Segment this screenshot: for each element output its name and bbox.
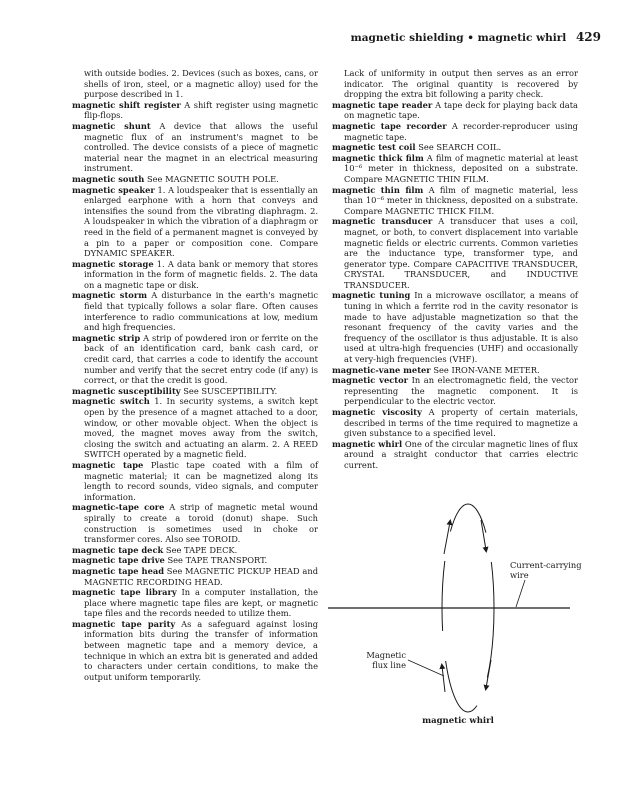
entry-definition: A disturbance in the earth's magnetic field that typically follows a solar flare. Often causes interference to radio communications at low, medium and high frequencies. bbox=[84, 290, 319, 333]
entry-term: magnetic storm bbox=[72, 290, 147, 301]
glossary-entry bbox=[72, 290, 318, 332]
glossary-entry bbox=[332, 100, 578, 121]
entry-definition: See MAGNETIC SOUTH POLE. bbox=[146, 173, 279, 184]
flux-leader-line bbox=[408, 660, 444, 676]
figure-caption: magnetic whirl bbox=[422, 716, 494, 726]
entry-term: magnetic speaker bbox=[72, 184, 155, 195]
continued-definition: Lack of uniformity in output then serves as an error indicator. The original quantity is recovered by dropping the extra bit following a parity check. bbox=[344, 68, 578, 100]
glossary-entry bbox=[332, 153, 578, 185]
glossary-entry bbox=[72, 545, 318, 556]
glossary-entry bbox=[72, 386, 318, 397]
glossary-entry bbox=[332, 439, 578, 471]
glossary-entry bbox=[332, 142, 578, 153]
entry-term: magnetic south bbox=[72, 173, 145, 184]
magnetic-whirl-figure bbox=[318, 490, 598, 735]
entry-term: magnetic storage bbox=[72, 258, 154, 269]
glossary-entry bbox=[72, 555, 318, 566]
glossary-entry bbox=[332, 375, 578, 407]
entry-term: magnetic-vane meter bbox=[332, 364, 431, 375]
entry-definition: A device that allows the useful magnetic flux of an instrument's magnet to be controlled. The device consists of a piece of magnetic material near the magnet in an electrical measuring instrument. bbox=[84, 120, 319, 174]
entry-definition: A transducer that uses a coil, magnet, or both, to convert displacement into variable magnetic fields or electric currents. Common varieties are the inductance type, transformer type, and generator type. Compare CAPACITIVE TRANSDUCER, CRYSTAL TRANSDUCER, and INDUCTIVE TRANSDUCER. bbox=[344, 216, 578, 290]
glossary-entry bbox=[332, 121, 578, 142]
glossary-entry bbox=[72, 121, 318, 174]
glossary-entry bbox=[72, 619, 318, 683]
entry-term: magnetic tape recorder bbox=[332, 120, 447, 131]
entry-term: magnetic viscosity bbox=[332, 407, 422, 417]
entry-term: magnetic tape bbox=[72, 459, 144, 470]
entry-definition: See TAPE TRANSPORT. bbox=[167, 555, 268, 566]
entry-definition: A recorder-reproducer using magnetic tape. bbox=[344, 120, 578, 142]
wire-leader-line bbox=[516, 580, 525, 607]
entry-definition: See MAGNETIC PICKUP HEAD and MAGNETIC RECORDING HEAD. bbox=[84, 565, 319, 587]
flux-arrow-icon bbox=[444, 522, 450, 554]
entry-definition: A shift register using magnetic flip-flops. bbox=[84, 99, 318, 121]
continued-definition: with outside bodies. 2. Devices (such as boxes, cans, or shells of iron, steel, or a magnetic alloy) used for the purpose described in 1. bbox=[84, 68, 318, 100]
glossary-entry bbox=[332, 216, 578, 290]
left-column bbox=[72, 68, 318, 682]
entry-definition: As a safeguard against losing information bits during the transfer of information between magnetic tape and a memory device, a technique in which an extra bit is generated and added to characters under certain conditions, to make the output uniform temporarily. bbox=[84, 618, 319, 682]
entry-definition: See IRON-VANE METER. bbox=[433, 364, 540, 375]
entry-definition: A film of magnetic material at least 10⁻⁶ meter in thickness, deposited on a substrate. Compare MAGNETIC THIN FILM. bbox=[344, 152, 578, 184]
entry-term: magnetic switch bbox=[72, 396, 150, 407]
glossary-entry bbox=[332, 407, 578, 439]
flux-arrow-icon bbox=[486, 660, 491, 688]
entry-term: magnetic tape drive bbox=[72, 555, 165, 566]
page-number: 429 bbox=[575, 30, 601, 44]
entry-definition: 1. A data bank or memory that stores information in the form of magnetic fields. 2. The data on a magnetic tape or disk. bbox=[84, 258, 318, 290]
entry-term: magnetic strip bbox=[72, 332, 141, 343]
figure-drawing bbox=[318, 490, 598, 735]
glossary-entry bbox=[72, 502, 318, 544]
entry-definition: A property of certain materials, described in terms of the time required to magnetize a given substance to a specified level. bbox=[344, 407, 578, 439]
entry-term: magnetic whirl bbox=[332, 438, 403, 449]
glossary-entry bbox=[332, 365, 578, 376]
entry-term: magnetic shift register bbox=[72, 99, 181, 110]
wire-label: Current-carrying wire bbox=[510, 560, 582, 580]
entry-term: magnetic vector bbox=[332, 375, 409, 386]
glossary-entry bbox=[72, 259, 318, 291]
left-entry-list bbox=[72, 100, 318, 683]
flux-label: Magnetic flux line bbox=[366, 650, 406, 670]
entry-definition: In a microwave oscillator, a means of tuning in which a ferrite rod in the cavity resonator is made to have adjustable magnetization so that the resonant frequency of the cavity varies and the frequency of the oscillator is thus adjustable. It is also used at ultra-high frequencies (UHF) and occasionally at very-high frequencies (VHF). bbox=[344, 290, 579, 365]
entry-definition: A film of magnetic material, less than 10⁻⁶ meter in thickness, deposited on a substrate. Compare MAGNETIC THICK FILM. bbox=[344, 184, 579, 216]
glossary-entry bbox=[72, 100, 318, 121]
running-head bbox=[351, 30, 601, 44]
entry-definition: 1. In security systems, a switch kept open by the presence of a magnet attached to a door, window, or other movable object. When the object is moved, the magnet moves away from the switch, closing the switch and actuating an alarm. 2. A REED SWITCH operated by a magnetic field. bbox=[84, 396, 318, 460]
entry-definition: 1. A loudspeaker that is essentially an enlarged earphone with a horn that conveys and intensifies the sound from the vibrating diaphragm. 2. A loudspeaker in which the vibration of a diaphragm or reed in the field of a permanent magnet is conveyed by a pin to a paper or composition cone. Compare DYNAMIC SPEAKER. bbox=[84, 184, 318, 259]
entry-term: magnetic tape library bbox=[72, 587, 177, 598]
entry-definition: A tape deck for playing back data on magnetic tape. bbox=[344, 99, 578, 121]
glossary-entry bbox=[72, 396, 318, 460]
entry-definition: See SUSCEPTIBILITY. bbox=[183, 385, 278, 396]
entry-term: magnetic tape parity bbox=[72, 618, 176, 629]
entry-term: magnetic test coil bbox=[332, 142, 416, 153]
glossary-entry bbox=[72, 174, 318, 185]
entry-term: magnetic-tape core bbox=[72, 502, 165, 513]
entry-definition: See SEARCH COIL. bbox=[418, 142, 502, 153]
entry-term: magnetic thick film bbox=[332, 152, 424, 163]
entry-term: magnetic tape deck bbox=[72, 544, 164, 555]
entry-term: magnetic tape head bbox=[72, 565, 165, 576]
entry-term: magnetic tuning bbox=[332, 290, 411, 301]
entry-definition: Plastic tape coated with a film of magnetic material; it can be magnetized along its length to record sounds, video signals, and computer information. bbox=[84, 459, 319, 502]
glossary-entry bbox=[72, 566, 318, 587]
entry-definition: See TAPE DECK. bbox=[165, 544, 238, 555]
entry-definition: A strip of powdered iron or ferrite on the back of an identification card, bank cash card, or credit card, that carries a code to identify the account number and verify that the secret entry code (if any) is correct, or that the credit is good. bbox=[84, 332, 318, 386]
entry-term: magnetic thin film bbox=[332, 184, 424, 195]
glossary-entry bbox=[332, 290, 578, 364]
glossary-entry bbox=[332, 185, 578, 217]
entry-term: magnetic susceptibility bbox=[72, 385, 181, 396]
entry-definition: One of the circular magnetic lines of flux around a straight conductor that carries electric current. bbox=[344, 438, 578, 470]
flux-arrow-icon bbox=[442, 666, 445, 692]
glossary-entry bbox=[72, 587, 318, 619]
entry-term: magnetic tape reader bbox=[332, 99, 433, 110]
glossary-entry bbox=[72, 333, 318, 386]
entry-definition: In a computer installation, the place where magnetic tape files are kept, or magnetic tape files and the records needed to utilize them. bbox=[84, 587, 318, 619]
right-column bbox=[332, 68, 578, 471]
right-entry-list bbox=[332, 100, 578, 471]
entry-term: magnetic shunt bbox=[72, 120, 151, 131]
glossary-entry bbox=[72, 460, 318, 502]
running-head-title: magnetic shielding • magnetic whirl bbox=[350, 32, 567, 44]
entry-definition: In an electromagnetic field, the vector representing the magnetic component. It is perpendicular to the electric vector. bbox=[344, 375, 578, 407]
entry-definition: A strip of magnetic metal wound spirally to create a toroid (donut) shape. Such construction is sometimes used in choke or transformer cores. Also see TOROID. bbox=[84, 502, 318, 545]
glossary-entry bbox=[72, 185, 318, 259]
entry-term: magnetic transducer bbox=[332, 216, 433, 227]
